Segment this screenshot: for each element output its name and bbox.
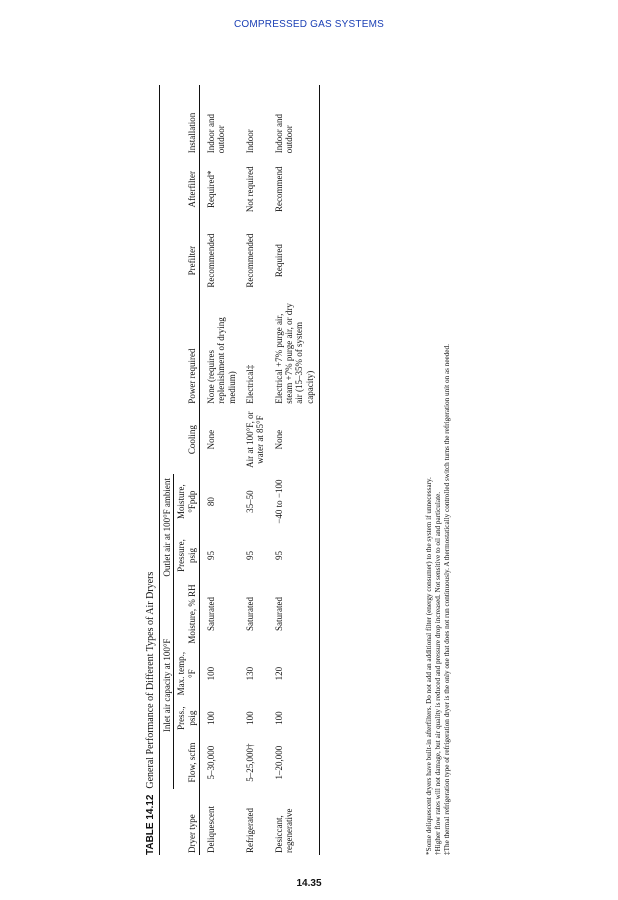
column-header: Moisture, °Fpdp bbox=[176, 484, 197, 519]
rotated-table-area bbox=[145, 85, 475, 855]
table-cell: 100 bbox=[245, 711, 256, 725]
footnotes bbox=[425, 344, 452, 855]
column-header: Installation bbox=[186, 112, 197, 154]
table-label: TABLE 14.12 bbox=[145, 794, 156, 855]
footnote: †Higher flow rates will not damage, but air quality is reduced and pressure drop increased. Not sensitive to oil and particulate. bbox=[434, 491, 442, 855]
column-header: Dryer type bbox=[186, 814, 197, 853]
table-row bbox=[200, 85, 240, 855]
table-cell: 95 bbox=[268, 530, 320, 581]
table-cell: 95 bbox=[245, 550, 256, 560]
table-cell: −40 to −100 bbox=[268, 474, 320, 530]
table-row bbox=[239, 85, 268, 855]
table-cell: None bbox=[268, 406, 320, 474]
table-cell: Desiccant, regenerative bbox=[268, 789, 320, 855]
table-cell: None (requires replenishment of drying medium) bbox=[200, 298, 240, 406]
table-cell: Electrical +7% purge air, steam +7% purge air, or dry air (15–35% of system capacity) bbox=[268, 298, 320, 406]
table-cell: Recommended bbox=[200, 223, 240, 298]
column-header: Pressure, psig bbox=[176, 539, 197, 572]
table-cell: Indoor bbox=[245, 129, 256, 154]
column-header: Power required bbox=[186, 348, 197, 404]
table-cell: 5–25,000† bbox=[245, 743, 256, 782]
table-cell: Recommend bbox=[268, 155, 320, 223]
table-cell: Required bbox=[268, 223, 320, 298]
table-cell: 130 bbox=[245, 666, 256, 681]
table-cell: Saturated bbox=[200, 581, 240, 647]
table-cell: None bbox=[200, 406, 240, 474]
table-cell: Saturated bbox=[245, 596, 256, 631]
table-cell: Refrigerated bbox=[245, 808, 256, 853]
inlet-group-header: Inlet air capacity at 100°F bbox=[160, 581, 174, 789]
column-header: Cooling bbox=[186, 425, 197, 455]
table-cell: Air at 100°F, or water at 85°F bbox=[245, 411, 266, 468]
table-cell: 5–30,000 bbox=[200, 736, 240, 790]
table-caption bbox=[145, 572, 156, 855]
table-cell: 120 bbox=[268, 647, 320, 701]
table-cell: Recommended bbox=[245, 233, 256, 288]
table-title: General Performance of Different Types of Air Dryers bbox=[145, 571, 156, 789]
table-cell: 100 bbox=[268, 701, 320, 736]
table-cell: Required* bbox=[200, 155, 240, 223]
table-row bbox=[268, 85, 320, 855]
footnote: *Some deliquescent dryers have built-in afterfilters. Do not add an additional filter (energy consumer) to the system if unnecessary. bbox=[425, 477, 433, 855]
table-cell: 35–50 bbox=[245, 490, 256, 513]
column-header: Prefilter bbox=[186, 245, 197, 276]
table-cell: 100 bbox=[200, 647, 240, 701]
column-header: Moisture, % RH bbox=[186, 584, 197, 644]
table-cell: Indoor and outdoor bbox=[200, 85, 240, 155]
table-cell: Saturated bbox=[268, 581, 320, 647]
table-cell: Deliquescent bbox=[200, 789, 240, 855]
column-header: Press., psig bbox=[176, 706, 197, 730]
footnote: ‡The thermal refrigeration type of refrigeration dryer is the only one that does not run continuously. A thermostatically controlled switch turns the refrigeration unit on as needed. bbox=[443, 344, 451, 855]
table-cell: Indoor and outdoor bbox=[268, 85, 320, 155]
column-header: Max. temp., °F bbox=[176, 651, 197, 696]
table-cell: Not required bbox=[245, 166, 256, 213]
table-cell: 100 bbox=[200, 701, 240, 736]
table-cell: 95 bbox=[200, 530, 240, 581]
page-number: 14.35 bbox=[296, 878, 322, 889]
table-cell: 80 bbox=[200, 474, 240, 530]
running-header: COMPRESSED GAS SYSTEMS bbox=[234, 19, 384, 30]
table-cell: Electrical‡ bbox=[245, 364, 256, 404]
column-header: Flow, scfm bbox=[186, 742, 197, 783]
dryer-performance-table bbox=[159, 85, 320, 855]
table-cell: 1–20,000 bbox=[268, 736, 320, 790]
column-header: Afterfilter bbox=[186, 170, 197, 208]
outlet-group-header: Outlet air at 100°F ambient bbox=[160, 474, 174, 582]
